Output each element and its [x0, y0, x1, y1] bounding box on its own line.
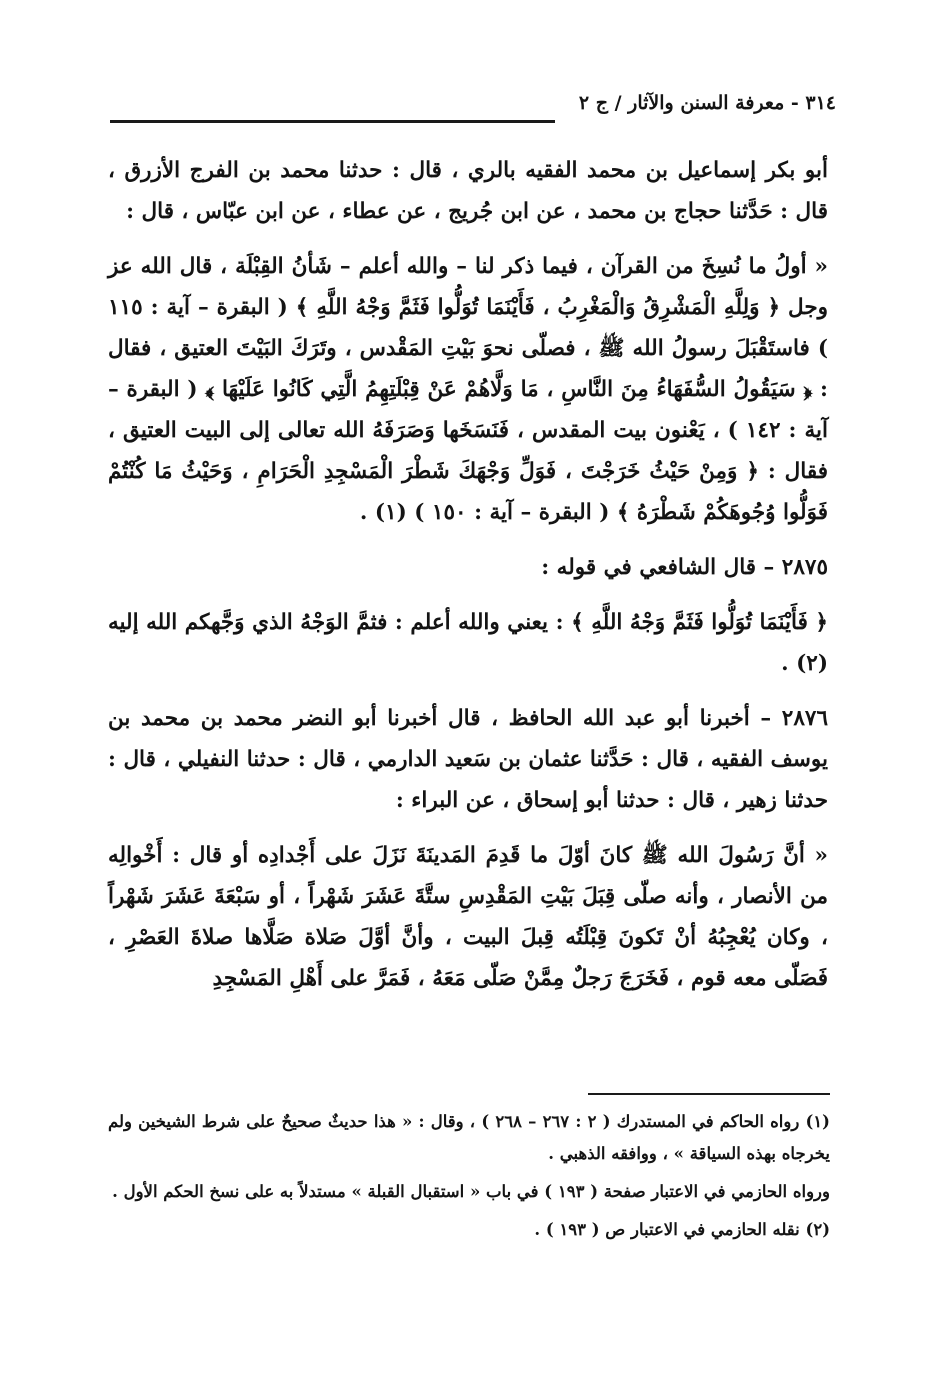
footnote-rule: [588, 1093, 830, 1095]
footnote-2: (٢) نقله الحازمي في الاعتبار ص ( ١٩٣ ) .: [534, 1220, 830, 1239]
footnote-1-continuation: ورواه الحازمي في الاعتبار صفحة ( ١٩٣ ) في باب « استقبال القبلة » مستدلاً به على نسخ الحكم الأول .: [112, 1182, 830, 1201]
hadith-2876-isnad: ٢٨٧٦ – أخبرنا أبو عبد الله الحافظ ، قال أخبرنا أبو النضر محمد بن محمد بن يوسف الفقيه ، قال : حَدَّثنا عثمان بن سَعيد الدارمي ، قال : حدثنا النفيلي ، قال : حدثنا زهير ، قال : حدثنا أبو إسحاق ، عن البراء :: [108, 706, 828, 813]
footnote-1: (١) رواه الحاكم في المستدرك ( ٢ : ٢٦٧ – ٢٦٨ ) ، وقال : « هذا حديثٌ صحيحٌ على شرط الشيخين ولم يخرجاه بهذه السياقة » ، ووافقه الذهبي .: [108, 1112, 830, 1163]
header-rule: [110, 120, 555, 123]
narration-paragraph: « أولُ ما نُسِخَ من القرآن ، فيما ذكر لنا – والله أعلم – شَأنُ القِبْلَة ، قال الله عز وجل ﴿ وَلِلَّهِ الْمَشْرِقُ وَالْمَغْرِبُ ، فَأَيْنَمَا تُوَلُّوا فَثَمَّ وَجْهُ اللَّهِ ﴾ ( البقرة – آية : ١١٥ ) فاستَقْبَلَ رسولُ الله ﷺ ، فصلّى نحوَ بَيْتِ المَقْدس ، وتَرَكَ البَيْتَ العتيق ، فقال : ﴿ سَيَقُولُ السُّفَهَاءُ مِنَ النَّاسِ ، مَا وَلَّاهُمْ عَنْ قِبْلَتِهِمُ الَّتِي كَانُوا عَلَيْهَا ﴾ ( البقرة – آية : ١٤٢ ) ، يَعْنون بيت المقدس ، فَنَسَخَها وَصَرَفَهُ الله تعالى إلى البيت العتيق ، فقال : ﴿ وَمِنْ حَيْثُ خَرَجْتَ ، فَوَلِّ وَجْهَكَ شَطْرَ الْمَسْجِدِ الْحَرَامِ ، وَحَيْثُ مَا كُنْتُمْ فَوَلُّوا وُجُوهَكُمْ شَطْرَهُ ﴾ ( البقرة – آية : ١٥٠ ) (١) .: [108, 254, 828, 525]
shafii-commentary: ﴿ فَأَيْنَمَا تُوَلُّوا فَثَمَّ وَجْهُ اللَّهِ ﴾ : يعني والله أعلم : فثمَّ الوَجْهُ الذي وَجَّهكم الله إليه (٢) .: [108, 610, 828, 676]
hadith-2875-heading: ٢٨٧٥ – قال الشافعي في قوله :: [541, 555, 828, 580]
footnotes: [108, 1106, 830, 1246]
running-head: ٣١٤ - معرفة السنن والآثار / ج ٢: [578, 92, 836, 114]
page-header: [110, 92, 836, 132]
hadith-2876-matn: « أنَّ رَسُولَ الله ﷺ كانَ أوّلَ ما قَدِمَ المَدينَةَ نَزَلَ على أَجْدادِه أو قال : أَخْوالِه من الأنصار ، وأنه صلّى قِبَلَ بَيْتِ المَقْدِسِ ستَّةَ عَشَرَ شَهْراً ، أو سَبْعَةَ عَشَرَ شَهْراً ، وكان يُعْجِبُهُ أنْ تَكونَ قِبْلَتُه قِبلَ البيت ، وأنَّ أوَّلَ صَلاة صَلَّاها صلاةَ العَصْرِ ، فَصَلّى معه قوم ، فَخَرَجَ رَجلٌ مِمَّنْ صَلّى مَعَهُ ، فَمَرَّ على أَهْلِ المَسْجِدِ: [108, 843, 828, 991]
isnad-paragraph: أبو بكر إسماعيل بن محمد الفقيه بالري ، قال : حدثنا محمد بن الفرج الأزرق ، قال : حَدَّثنا حجاج بن محمد ، عن ابن جُريج ، عن عطاء ، عن ابن عبّاس ، قال :: [108, 158, 828, 224]
main-text: [108, 150, 828, 999]
